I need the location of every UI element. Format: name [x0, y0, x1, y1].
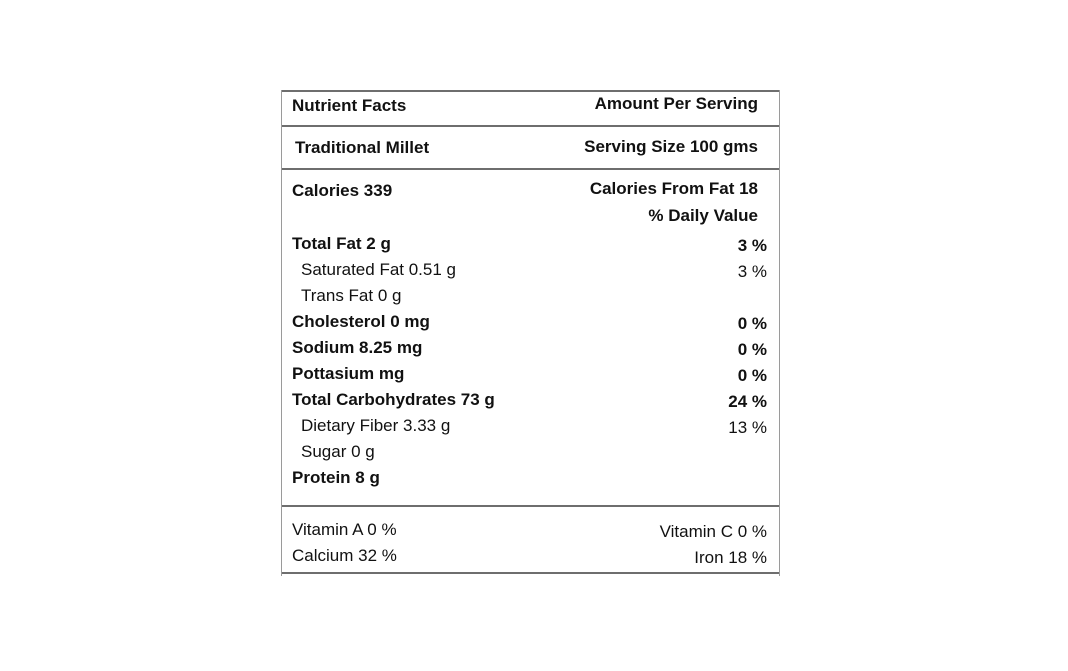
nutrition-facts-label	[281, 90, 780, 576]
nutrient-daily-value: 3 %	[737, 262, 767, 281]
iron: Iron 18 %	[694, 548, 767, 567]
label-title: Nutrient Facts	[292, 96, 407, 115]
vitamin-a: Vitamin A 0 %	[292, 520, 397, 539]
vitamin-c: Vitamin C 0 %	[659, 522, 767, 541]
bottom-divider	[282, 572, 779, 574]
nutrient-label: Total Carbohydrates 73 g	[292, 390, 495, 409]
serving-divider	[282, 168, 779, 170]
nutrient-label: Sugar 0 g	[301, 442, 375, 461]
nutrient-daily-value: 0 %	[737, 340, 767, 359]
calcium: Calcium 32 %	[292, 546, 397, 565]
nutrient-label: Protein 8 g	[292, 468, 380, 487]
nutrient-daily-value: 0 %	[737, 366, 767, 385]
nutrient-label: Saturated Fat 0.51 g	[301, 260, 456, 279]
amount-per-serving-heading: Amount Per Serving	[594, 94, 758, 113]
nutrient-label: Trans Fat 0 g	[301, 286, 402, 305]
product-name: Traditional Millet	[295, 138, 430, 157]
nutrient-label: Dietary Fiber 3.33 g	[301, 416, 451, 435]
nutrient-daily-value: 24 %	[728, 392, 767, 411]
serving-size: Serving Size 100 gms	[584, 137, 758, 156]
top-divider	[282, 90, 779, 92]
nutrient-daily-value: 13 %	[728, 418, 767, 437]
daily-value-heading: % Daily Value	[648, 206, 758, 225]
nutrient-daily-value: 0 %	[737, 314, 767, 333]
calories-from-fat: Calories From Fat 18	[589, 179, 758, 198]
nutrient-label: Sodium 8.25 mg	[292, 338, 423, 357]
nutrient-label: Cholesterol 0 mg	[292, 312, 430, 331]
calories-total: Calories 339	[292, 181, 393, 200]
nutrient-label: Total Fat 2 g	[292, 234, 391, 253]
nutrient-daily-value: 3 %	[737, 236, 767, 255]
nutrient-label: Pottasium mg	[292, 364, 405, 383]
vitamins-divider	[282, 505, 779, 507]
header-divider	[282, 125, 779, 127]
